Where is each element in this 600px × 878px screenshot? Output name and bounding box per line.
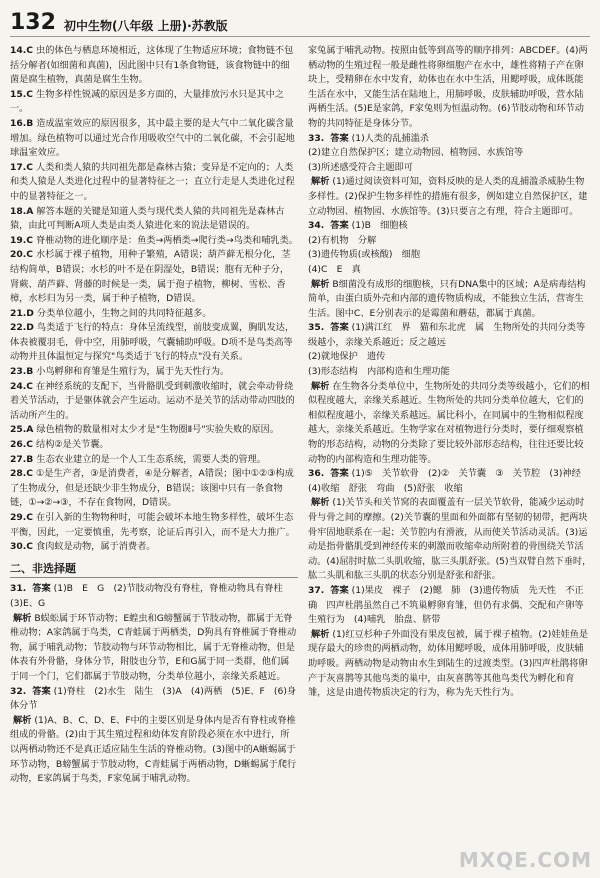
question-number: 22.D [10,322,34,334]
answer-item [10,88,298,117]
answer-tag: 答案 [32,583,51,595]
answer-tag: 解析 [311,380,330,392]
answer-item [308,365,592,380]
answer-item [10,234,298,249]
answer-text: 鸟类适于飞行的特点：身体呈流线型，前肢变成翼，胸肌发达，体表被覆羽毛，骨中空，用肺呼吸，气囊辅助呼吸。D项不是鸟类高等动物并且体温恒定与探究"鸟类适于飞行的特点"没有关系。 [10,322,295,363]
answer-item [10,44,298,88]
answer-item [10,321,298,365]
question-number: 26.C [10,439,34,451]
answer-text: B蜈蚣属于环节动物；E蝗虫和G螃蟹属于节肢动物，都属于无脊椎动物；A家鸽属于鸟类，C青蛙属于两栖类，D狗具有脊椎属于脊椎动物，属于哺乳动物；节肢动物与环节动物相比，属于无脊椎动物，但是体表有外骨骼，身体分节，附肢也分节，E和G属于同一类群，他们属于同一个门，它们都属于节肢动物，分类单位越小，亲缘关系越近。 [10,612,297,682]
answer-text: (1)A、B、C、D、E、F中的主要区别是身体内是否有脊柱或脊椎组成的骨骼。(2)由于其生殖过程和幼体发育阶段必须在水中进行，所以两栖动物还不是真正适应陆生生活的脊椎动物。(3)图中的A蜥蜴属于环节动物，B螃蟹属于节肢动物，C青蛙属于两栖动物，D蜥蜴属于爬行动物，E家鸽属于鸟类，F家兔属于哺乳动物。 [10,714,297,785]
answer-item [308,161,592,176]
question-number: 24.C [10,380,34,392]
section-title: 二、非选择题 [10,561,298,579]
answer-text: (1)关节头和关节窝的表面覆盖有一层关节软骨，能减少运动时骨与骨之间的摩擦。(2)关节囊的里面和外面都有坚韧的韧带，把两块骨牢固地联系在一起；关节腔内有滑液，从而使关节活动灵活。(3)运动是指骨骼肌受到神经传来的刺激而收缩牵动所附着的骨围绕关节活动。(4)屈肘时肱二头肌收缩，肱三头肌舒张。(5)当双臂自然下垂时，肱二头肌和肱三头肌的状态分别是舒张和舒张。 [308,497,592,582]
answer-text: 分类单位越小，生物之间的共同特征越多。 [36,307,212,319]
answer-item [10,685,298,714]
question-number: 35. [308,322,325,334]
answer-tag: 答案 [330,584,349,596]
question-number: 32. [10,685,27,697]
answer-text: 在生物各分类单位中，生物所处的共同分类等级越小，它们的相似程度越大，亲缘关系越近。生物所处的共同分类单位越大，它们的相似程度越小，亲缘关系越远。属比科小，在同属中的生物相似程度越大，亲缘关系越近。生物学家在对植物进行分类时，要仔细观察植物的形态结构，动物的分类除了要比较外部形态结构，往往还要比较动物的内部构造和生理功能等。 [308,380,590,465]
right-column [308,44,592,701]
question-number: 14.C [10,45,34,56]
answer-text: (1)通过阅读资料可知，资料反映的是人类的乱捕滥杀威胁生物多样性。(2)保护生物多样性的措施有很多，例如建立自然保护区，建立动物园、植物园、水族馆等。(3)只要言之有理，符合主题即可。 [308,176,588,217]
answer-text: 生物多样性锐减的原因是多方面的，大量排放污水只是其中之一。 [10,88,285,115]
question-number: 29.C [10,512,34,523]
answer-item [10,423,298,438]
answer-item [308,628,592,701]
answer-text: 造成温室效应的原因很多，其中最主要的是大气中二氧化碳含量增加。绿色植物可以通过光合作用吸收空气中的二氧化碳，不会引起地球温室效应。 [10,117,295,159]
book-title: 初中生物(八年级 上册)·苏教版 [63,19,228,33]
answer-text: 小鸟孵卵和育雏是生殖行为，属于先天性行为。 [36,366,230,378]
answer-text: B细菌没有成形的细胞核，只有DNA集中的区域；A是病毒结构简单，由蛋白质外壳和内部的遗传物质构成，不能独立生活，营寄生生活。图中C、E分别表示的是霉菌和蘑菇，都属于真菌。 [308,278,586,319]
question-number: 18.A [10,205,34,217]
answer-text: 在引入新的生物物种时，可能会破坏本地生物多样性，破坏生态平衡，因此，一定要慎重，先考察，论证后再引入，而不是大力推广。 [10,512,295,538]
answer-tag: 答案 [330,220,349,232]
answer-text: (4)C E 真 [308,263,361,275]
answer-item [10,582,298,611]
answer-text: 水杉属于裸子植物，用种子繁殖，A错误；葫芦藓无根分化，茎结构简单，B错误；水杉的叶不是在阴湿处，B错误；胞有无种子分，肾蕨、葫芦藓、肾藤的时候是一类，属于孢子植物，柳树、雪松、香樟，水杉归为另一类，属于种子植物，D错误。 [10,249,291,305]
answer-item [308,321,592,350]
answer-tag: 解析 [311,176,330,188]
answer-tag: 答案 [32,685,51,697]
answer-item [308,496,592,584]
question-number: 27.B [10,453,34,465]
answer-text: (1)B E G (2)节肢动物没有脊柱，脊椎动物具有脊柱 (3)E、G [10,583,292,609]
answer-text: 食肉蚁是动物，属于消费者。 [36,541,156,553]
answer-item [308,146,592,161]
answer-text: 虫的体色与栖息环境相近，这体现了生物适应环境；食物链不包括分解者(如细菌和真菌)，因此图中只有1条食物链，该食物链中的细菌是腐生植物，真菌是腐生生物。 [10,45,294,86]
answer-text: (1)脊柱 (2)水生 陆生 (3)A (4)两栖 (5)E、F (6)身体分节 [10,685,297,712]
answer-item [10,380,298,424]
answer-text: (2)有机物 分解 [308,234,377,246]
left-column [10,44,298,787]
question-number: 28.C [10,468,34,480]
answer-text: (1)B 细胞核 [351,220,408,232]
answer-text: (3)遗传物质(或核酸) 细胞 [308,249,421,261]
answer-item [10,205,298,234]
answer-tag: 答案 [330,322,349,334]
answer-item [308,278,592,322]
answer-item [10,365,298,380]
answer-tag: 解析 [311,628,330,640]
answer-item [308,584,592,628]
answer-item [10,467,298,511]
answer-text: (3)所述感受符合主题即可 [308,161,413,173]
page-number: 132 [10,10,56,35]
question-number: 17.C [10,161,34,173]
question-number: 37. [308,584,325,596]
answer-item [308,44,592,132]
answer-item [10,161,298,205]
question-number: 25.A [10,424,34,436]
answer-text: (2)就地保护 遗传 [308,351,386,363]
answer-item [10,248,298,306]
answer-item [308,380,592,468]
answer-item [308,234,592,249]
answer-text: ①是生产者，③是消费者，④是分解者，A错误；图中①②③构成了生物成分，但是还缺少非生物成分，B错误；该图中只有一条食物链，①→②→③，不存在食物网，D错误。 [10,468,294,509]
answer-text: 在神经系统的支配下，当骨骼肌受到刺激收缩时，就会牵动骨绕着关节活动，于是躯体就会产生运动。运动不是关节的活动带动四肢的活动所产生的。 [10,380,295,421]
answer-tag: 答案 [330,468,349,480]
question-number: 30.C [10,541,34,553]
answer-item [308,175,592,219]
question-number: 33. [308,132,325,144]
answer-text: (2)建立自然保护区；建立动物园、植物园、水族馆等 [308,147,524,159]
answer-text: 解答本题的关键是知道人类与现代类人猿的共同祖先是森林古猿，由此可判断A项人类是由类人猿进化来的说法是错误的。 [10,205,285,232]
answer-item [308,132,592,147]
answer-tag: 解析 [311,497,330,509]
answer-item [308,248,592,263]
page-header [10,6,590,37]
answer-item [10,438,298,453]
answer-text: 家兔属于哺乳动物。按照由低等到高等的顺序排列：ABCDEF。(4)两栖动物的生殖过程一般是雌性将卵细胞产在水中，雄性将精子产在卵块上，受精卵在水中发育，幼体也在水中生活，用鳃呼吸，成体既能生活在水中，又能生活在陆地上，用肺呼吸，皮肤辅助呼吸，营水陆两栖生活。(5)E是家鸽，F家兔则为恒温动物。(6)节肢动物和环节动物的共同特征是身体分节。 [308,45,588,129]
answer-item [308,467,592,496]
answer-text: 结构②是关节囊。 [36,439,109,451]
answer-text: (1)满江红 界 猫和东北虎 属 生物所处的共同分类等级越小，亲缘关系越近；反之越远 [308,322,586,348]
answer-item [10,540,298,555]
answer-text: (1)人类的乱捕滥杀 [351,132,429,144]
answer-text: (3)形态结构 内部构造和生理功能 [308,366,450,378]
question-number: 15.C [10,88,34,100]
question-number: 20.C [10,249,34,261]
answer-tag: 解析 [311,278,330,290]
answer-item [308,263,592,278]
answer-text: (1)果皮 裸子 (2)鳃 肺 (3)遗传物质 先天性 不正确 四声杜鹃虽然自己不筑巢孵卵育雏，但仍有求偶、交配和产卵等生殖行为 (4)哺乳 胎盘、脐带 [308,584,584,626]
answer-text: 人类和类人猿的共同祖先都是森林古猿；变异是不定向的；人类和类人猿是人类进化过程中的显著特征之一；直立行走是人类进化过程中的显著特征之一。 [10,161,295,202]
answer-text: 脊椎动物的进化顺序是：鱼类→两栖类→爬行类→鸟类和哺乳类。 [36,234,298,246]
question-number: 31. [10,583,27,595]
answer-item [10,453,298,468]
answer-item [10,117,298,161]
answer-item [10,612,298,685]
watermark-logo: MXQE.COM [458,848,592,872]
answer-text: 绿色植物的数量相对太少才是"生物圈Ⅱ号"实验失败的原因。 [36,424,280,436]
answer-item [308,350,592,365]
question-number: 23.B [10,366,34,378]
answer-tag: 答案 [330,132,349,144]
question-number: 36. [308,468,325,480]
answer-tag: 解析 [13,714,32,726]
answer-item [10,714,298,787]
answer-item [10,307,298,322]
answer-text: (1)⑤ 关节软骨 (2)② 关节囊 ③ 关节腔 (3)神经 (4)收缩 舒张 弯曲 (5)舒张 收缩 [308,468,590,494]
question-number: 16.B [10,117,34,129]
answer-tag: 解析 [13,612,32,624]
answer-text: 生态农业建立的是一个人工生态系统，需要人类的管理。 [36,453,266,465]
answer-text: (1)红豆杉种子外面没有果皮包被，属于裸子植物。(2)娃娃鱼是现存最大的珍贵的两栖动物，幼体用鳃呼吸，成体用肺呼吸，皮肤辅助呼吸。两栖动物是动物由水生到陆生的过渡类型。(3)四声杜鹃将卵产于灰喜鹊等其他鸟类的巢中，由灰喜鹊等其他鸟类代为孵化和育雏，这是由遗传物质决定的行为，称为先天性行为。 [308,628,589,699]
answer-item [308,219,592,234]
question-number: 21.D [10,307,34,319]
question-number: 19.C [10,234,34,246]
question-number: 34. [308,220,325,232]
answer-item [10,511,298,540]
